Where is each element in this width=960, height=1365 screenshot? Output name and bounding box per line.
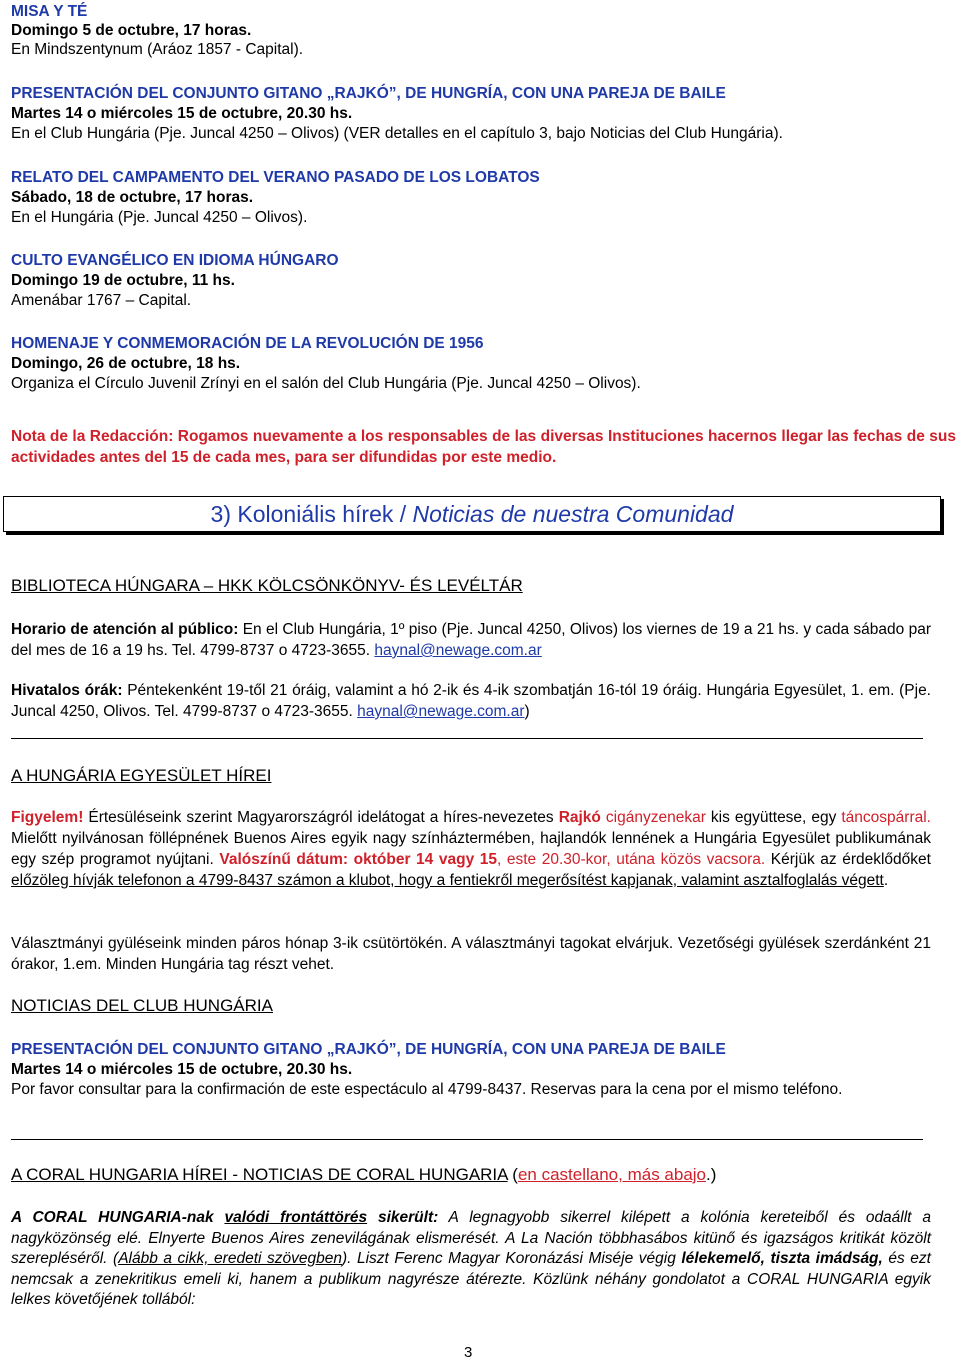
- noticias-header: NOTICIAS DEL CLUB HUNGÁRIA: [11, 996, 273, 1015]
- p1a: Értesüléseink szerint Magyarországról idelátogat a híres-nevezetes: [83, 809, 559, 826]
- email-link[interactable]: haynal@newage.com.ar: [374, 642, 542, 659]
- event-homenaje-title: HOMENAJE Y CONMEMORACIÓN DE LA REVOLUCIÓN DE 1956: [11, 335, 484, 352]
- horario-label: Horario de atención al público:: [11, 621, 239, 638]
- event-culto-title: CULTO EVANGÉLICO EN IDIOMA HÚNGARO: [11, 252, 339, 269]
- banner-prefix: 3) Koloniális hírek /: [210, 501, 413, 527]
- coral-alabb: Alább a cikk, eredeti szövegben: [118, 1250, 342, 1267]
- event-culto-date: Domingo 19 de octubre, 11 hs.: [11, 272, 235, 289]
- section-banner: [3, 496, 941, 532]
- tancosparral: táncospárral.: [841, 809, 931, 826]
- biblioteca-header: BIBLIOTECA HÚNGARA – HKK KÖLCSÖNKÖNYV- ÉS LEVÉLTÁR: [11, 576, 523, 595]
- p1g: .: [883, 872, 889, 889]
- ciganyzenekar: cigányzenekar: [605, 809, 706, 826]
- coral-note: en castellano, más abajo: [517, 1165, 707, 1184]
- close-paren: ): [524, 703, 530, 720]
- divider-1: [11, 738, 923, 739]
- p1e: , este 20.30-kor, utána közös vacsora.: [497, 851, 766, 868]
- event-rajko-place: En el Club Hungária (Pje. Juncal 4250 – Olivos) (VER detalles en el capítulo 3, bajo Noticias del Club Hungária).: [11, 125, 783, 142]
- page-number: 3: [464, 1344, 473, 1361]
- event-misa-title: MISA Y TÉ: [11, 3, 88, 20]
- coral-bold-2: sikerült:: [367, 1209, 439, 1226]
- event-rajko-title: PRESENTACIÓN DEL CONJUNTO GITANO „RAJKÓ”, DE HUNGRÍA, CON UNA PAREJA DE BAILE: [11, 85, 726, 102]
- noticias-text: Por favor consultar para la confirmación de este espectáculo al 4799-8437. Reservas para la cena por el mismo teléfono.: [11, 1081, 843, 1098]
- event-rajko-date: Martes 14 o miércoles 15 de octubre, 20.30 hs.: [11, 105, 353, 122]
- event-relato-title: RELATO DEL CAMPAMENTO DEL VERANO PASADO DE LOS LOBATOS: [11, 169, 540, 186]
- hungaria-paragraph-1: [11, 807, 931, 891]
- event-relato-date: Sábado, 18 de octubre, 17 horas.: [11, 189, 254, 206]
- figyelem: Figyelem!: [11, 809, 84, 826]
- coral-note-close: .): [706, 1165, 717, 1184]
- biblioteca-hivatalos: [11, 680, 931, 722]
- coral-paragraph: [11, 1208, 931, 1311]
- hivatalos-text: Péntekenként 19-től 21 óráig, valamint a hó 2-ik és 4-ik szombatján 16-tól 19 óráig. Hungária Egyesület, 1. em. (Pje. Juncal 4250, Olivos. Tel. 4799-8737 o 4723-3655.: [11, 682, 931, 720]
- p1f: Kérjük az érdeklődőket: [765, 851, 931, 868]
- coral-note-open: (: [507, 1165, 518, 1184]
- event-misa-date: Domingo 5 de octubre, 17 horas.: [11, 22, 252, 39]
- coral-bold-underline: valódi frontáttörés: [224, 1209, 368, 1226]
- elozoleg: előzöleg hívják telefonon a 4799-8437 számon a klubot, hogy a fentiekről megerősítést kapjanak, valamint asztalfoglalás végett: [11, 872, 884, 889]
- coral-header-line: [11, 1165, 716, 1184]
- rajko: Rajkó: [558, 809, 601, 826]
- hivatalos-label: Hivatalos órák:: [11, 682, 123, 699]
- event-misa-place: En Mindszentynum (Aráoz 1857 - Capital).: [11, 41, 304, 58]
- event-homenaje-place: Organiza el Círculo Juvenil Zrínyi en el salón del Club Hungária (Pje. Juncal 4250 – Olivos).: [11, 375, 641, 392]
- event-relato-place: En el Hungária (Pje. Juncal 4250 – Olivos).: [11, 209, 308, 226]
- valoszinu-datum: Valószínű dátum: október 14 vagy 15: [219, 851, 497, 868]
- biblioteca-horario: [11, 619, 931, 661]
- coral-bold-3: lélekemelő, tiszta imádság,: [681, 1250, 883, 1267]
- divider-2: [11, 1139, 923, 1140]
- coral-t1: A legnagyobb sikerrel kilépett a kolónia kereteiből és odaállt a nagyközönség elé. Elnyerte Buenos Aires zenevilágának elismerését. A La Nación többhasábos kitünő és igazságos kritikát közölt szerepléséről. (: [11, 1209, 931, 1267]
- coral-t2: ). Liszt Ferenc Magyar Koronázási Miséje végig: [341, 1250, 682, 1267]
- email-link-2[interactable]: haynal@newage.com.ar: [357, 703, 525, 720]
- hungaria-paragraph-2: Választmányi gyüléseink minden páros hónap 3-ik csütörtökén. A választmányi tagokat elvárjuk. Vezetőségi gyülések szerdánként 21 órakor, 1.em. Minden Hungária tag részt vehet.: [11, 935, 931, 973]
- coral-bold-1: A CORAL HUNGARIA-nak: [11, 1209, 225, 1226]
- event-culto-place: Amenábar 1767 – Capital.: [11, 292, 192, 309]
- coral-header: A CORAL HUNGARIA HÍREI - NOTICIAS DE CORAL HUNGARIA: [11, 1165, 508, 1184]
- p1c: kis együttese, egy: [705, 809, 842, 826]
- coral-t3: és ezt nemcsak a zenekritikus emeli ki, hanem a publikum nagyrésze átérezte. Közlünk néhány gondolatot a CORAL HUNGARIA egyik lelkes követőjének tollából:: [11, 1250, 931, 1308]
- hungaria-header: A HUNGÁRIA EGYESÜLET HÍREI: [11, 766, 272, 785]
- banner-italic: Noticias de nuestra Comunidad: [412, 501, 734, 527]
- noticias-date: Martes 14 o miércoles 15 de octubre, 20.30 hs.: [11, 1061, 353, 1078]
- noticias-title: PRESENTACIÓN DEL CONJUNTO GITANO „RAJKÓ”, DE HUNGRÍA, CON UNA PAREJA DE BAILE: [11, 1041, 726, 1058]
- event-homenaje-date: Domingo, 26 de octubre, 18 hs.: [11, 355, 241, 372]
- horario-text: En el Club Hungária, 1º piso (Pje. Juncal 4250, Olivos) los viernes de 19 a 21 hs. y cada sábado par del mes de 16 a 19 hs. Tel. 4799-8737 o 4723-3655.: [11, 621, 931, 659]
- p1d: Mielőtt nyilvánosan föllépnének Buenos Aires egyik nagy színháztermében, hajlandók lennének a Hungária Egyesület publikumának egy szép programot nyújtani.: [11, 830, 931, 868]
- editor-note: Nota de la Redacción: Rogamos nuevamente a los responsables de las diversas Instituciones hacernos llegar las fechas de sus actividades antes del 15 de cada mes, para ser difundidas por este medio.: [11, 428, 956, 466]
